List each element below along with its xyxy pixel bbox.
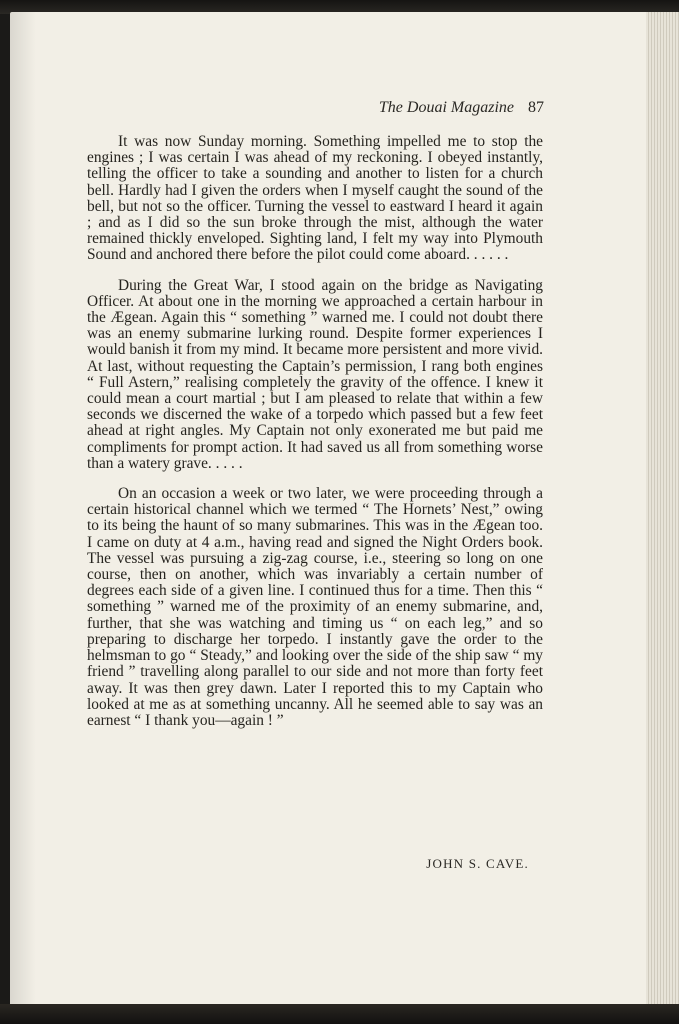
- article-body: [87, 134, 543, 743]
- spine-shadow: [10, 12, 36, 1006]
- page-edges-stack: [646, 12, 679, 1006]
- book-bottom-edge: [0, 1004, 679, 1024]
- paragraph-1: It was now Sunday morning. Something impelled me to stop the engines ; I was certain I was ahead of my reckoning. I obeyed instantly, telling the officer to take a sounding and another to listen for a church bell. Hardly had I given the orders when I myself caught the sound of the bell, but not so the officer. Turning the vessel to eastward I heard it again ; and as I did so the sun broke through the mist, although the water remained thickly enveloped. Sighting land, I felt my way into Plymouth Sound and anchored there before the pilot could come aboard. . . . . .: [87, 133, 543, 264]
- running-header: [379, 99, 544, 117]
- paragraph-3: On an occasion a week or two later, we were proceeding through a certain historical channel which we termed “ The Hornets’ Nest,” owing to its being the haunt of so many submarines. This was in the Ægean too. I came on duty at 4 a.m., having read and signed the Night Orders book. The vessel was pursuing a zig-zag course, i.e., steering so long on one course, then on another, which was invariably a certain number of degrees each side of a given line. I continued thus for a time. Then this “ something ” warned me of the proximity of an enemy submarine, and, further, that she was watching and timing us “ on each leg,” and so preparing to discharge her torpedo. I instantly gave the order to the helmsman to go “ Steady,” and looking over the side of the ship saw “ my friend ” travelling along parallel to our side and not more than forty feet away. It was then grey dawn. Later I reported this to my Captain who looked at me as at something uncanny. All he seemed able to say was an earnest “ I thank you—again ! ”: [87, 485, 543, 729]
- running-title: The Douai Magazine: [378, 99, 514, 116]
- paragraph-2: During the Great War, I stood again on the bridge as Navigating Officer. At about one in the morning we approached a certain harbour in the Ægean. Again this “ something ” warned me. I could not doubt there was an enemy submarine lurking round. Despite former experiences I would banish it from my mind. It became more persistent and more vivid. At last, without requesting the Captain’s permission, I rang both engines “ Full Astern,” realising completely the gravity of the offence. I knew it could mean a court martial ; but I am pleased to relate that within a few seconds we discerned the wake of a torpedo which passed but a few feet ahead at right angles. My Captain not only exonerated me but paid me compliments for prompt action. It had saved us all from something worse than a watery grave. . . . .: [87, 276, 543, 472]
- page-number: 87: [528, 99, 544, 116]
- author-signature: JOHN S. CAVE.: [426, 856, 529, 871]
